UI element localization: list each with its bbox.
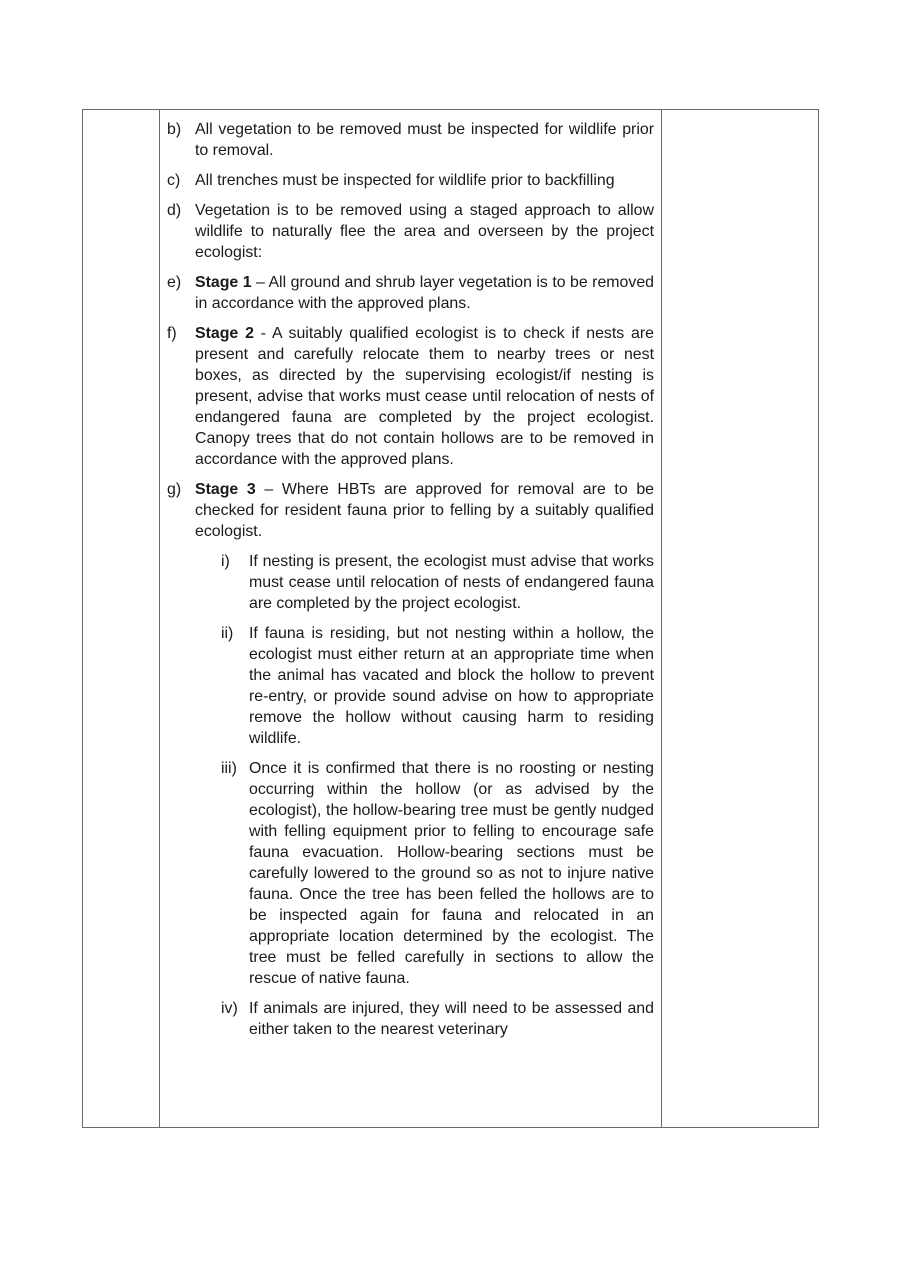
table-content-cell — [167, 119, 654, 1049]
sub-marker: iii) — [221, 760, 237, 777]
stage-description: - A suitably qualified ecologist is to check if nests are present and carefully relocate them to nearby trees or nest boxes, as directed by the supervising ecologist/if nesting is present, advise that works must cease until relocation of nests of endangered fauna are completed by the project ecologist. Canopy trees that do not contain hollows are to be removed in accordance with the approved plans. — [195, 325, 655, 468]
list-item-g — [167, 479, 654, 542]
sub-text: If fauna is residing, but not nesting within a hollow, the ecologist must either return at an appropriate time when the animal has vacated and block the hollow to prevent re-entry, or provide sound advise on how to appropriate remove the hollow without causing harm to residing wildlife. — [249, 625, 654, 747]
sub-item-iv — [221, 998, 654, 1040]
column-divider-left — [159, 110, 160, 1127]
list-marker: f) — [167, 325, 177, 342]
sub-item-i — [221, 551, 654, 614]
sub-marker: ii) — [221, 625, 234, 642]
sub-text: If nesting is present, the ecologist must advise that works must cease until relocation of nests of endangered fauna are completed by the project ecologist. — [249, 553, 654, 612]
list-marker: b) — [167, 121, 182, 138]
sub-marker: i) — [221, 553, 230, 570]
list-text: Vegetation is to be removed using a staged approach to allow wildlife to naturally flee the area and overseen by the project ecologist: — [195, 202, 654, 261]
document-table — [82, 109, 819, 1128]
list-marker: e) — [167, 274, 182, 291]
stage-label: Stage 3 — [195, 481, 256, 498]
column-divider-right — [661, 110, 662, 1127]
list-marker: g) — [167, 481, 182, 498]
list-marker: c) — [167, 172, 181, 189]
sub-item-ii — [221, 623, 654, 749]
stage-label: Stage 1 — [195, 274, 252, 291]
sub-marker: iv) — [221, 1000, 238, 1017]
sub-text: Once it is confirmed that there is no roosting or nesting occurring within the hollow (or as advised by the ecologist), the hollow-bearing tree must be gently nudged with felling equipment prior to felling to encourage safe fauna evacuation. Hollow-bearing sections must be carefully lowered to the ground so as not to injure native fauna. Once the tree has been felled the hollows are to be inspected again for fauna and relocated in an appropriate location determined by the ecologist. The tree must be felled carefully in sections to allow the rescue of native fauna. — [249, 760, 654, 987]
stage-description: – All ground and shrub layer vegetation is to be removed in accordance with the approved plans. — [195, 274, 654, 312]
list-item-d — [167, 200, 654, 263]
list-text — [195, 272, 654, 314]
list-text: All vegetation to be removed must be inspected for wildlife prior to removal. — [195, 121, 654, 159]
sub-text: If animals are injured, they will need to be assessed and either taken to the nearest veterinary — [249, 1000, 654, 1038]
list-marker: d) — [167, 202, 182, 219]
stage-label: Stage 2 — [195, 325, 254, 342]
list-item-c — [167, 170, 654, 191]
list-item-f — [167, 323, 654, 470]
list-item-e — [167, 272, 654, 314]
sub-item-iii — [221, 758, 654, 989]
list-text — [195, 323, 654, 470]
stage-description: – Where HBTs are approved for removal are to be checked for resident fauna prior to felling by a suitably qualified ecologist. — [195, 481, 654, 540]
list-text — [195, 479, 654, 542]
list-text: All trenches must be inspected for wildlife prior to backfilling — [195, 172, 615, 189]
list-item-b — [167, 119, 654, 161]
